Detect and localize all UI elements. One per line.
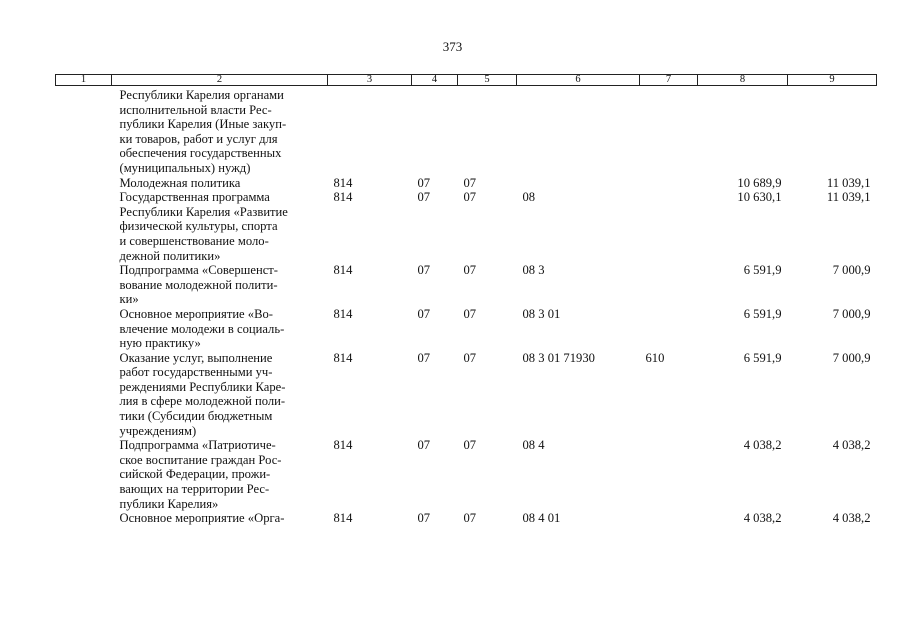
subsection-cell: 07 [463,438,477,453]
target-article-cell: 08 3 [522,263,545,278]
column-header: 8 [698,75,788,86]
admin-code-cell: 814 [333,350,353,365]
expense-type-cell [640,263,698,307]
section-cell: 07 [417,263,431,278]
item-name-cell: Государственная программа Республики Карелия «Развитие физической культуры, спорта и совершенствование моло- дежной политики» [119,190,288,263]
admin-code-cell: 814 [333,438,353,453]
subsection-cell: 07 [463,263,477,278]
amount-cell-col8: 6 591,9 [743,350,782,365]
amount-cell-col8: 4 038,2 [743,511,782,526]
amount-cell-col9: 4 038,2 [832,511,871,526]
table-row [56,511,877,526]
subsection-cell: 07 [463,306,477,321]
item-name-cell: Оказание услуг, выполнение работ государственными уч- реждениями Республики Каре- лия в сфере молодежной поли- тики (Субсидии бюджетным учреждениям) [119,350,286,438]
column-header: 1 [56,75,112,86]
column-header: 2 [112,75,328,86]
expense-type-cell: 610 [645,350,665,365]
empty-column-1-cell [56,351,112,439]
item-name-cell: Подпрограмма «Совершенст- вование молодежной полити- ки» [119,263,278,307]
expense-type-cell [640,190,698,263]
admin-code-cell: 814 [333,263,353,278]
target-article-cell [517,176,640,191]
section-cell: 07 [417,511,431,526]
amount-cell-col9: 7 000,9 [832,350,871,365]
table-row [56,190,877,263]
amount-cell-col8: 6 591,9 [743,263,782,278]
table-row [56,438,877,511]
empty-column-1-cell [56,307,112,351]
section-cell: 07 [417,350,431,365]
empty-column-1-cell [56,438,112,511]
table-row [56,263,877,307]
admin-code-cell: 814 [333,190,353,205]
column-header: 3 [328,75,412,86]
subsection-cell: 07 [463,350,477,365]
admin-code-cell: 814 [333,511,353,526]
amount-cell-col9: 7 000,9 [832,263,871,278]
expense-type-cell [640,176,698,191]
table-row [56,176,877,191]
admin-code-cell: 814 [333,175,353,190]
column-header: 5 [458,75,517,86]
amount-cell-col9: 11 039,1 [826,175,871,190]
amount-cell-col8: 10 689,9 [737,175,782,190]
amount-cell-col9: 4 038,2 [832,438,871,453]
expense-type-cell [640,86,698,176]
budget-table [55,74,877,526]
empty-column-1-cell [56,263,112,307]
expense-type-cell [640,307,698,351]
target-article-cell: 08 [522,190,536,205]
column-number-header-row [56,75,877,86]
target-article-cell: 08 3 01 71930 [522,350,595,365]
amount-cell-col8 [698,86,788,176]
section-cell: 07 [417,175,431,190]
table-body [56,86,877,526]
amount-cell-col8: 4 038,2 [743,438,782,453]
section-cell: 07 [417,306,431,321]
empty-column-1-cell [56,190,112,263]
table-row [56,86,877,176]
expense-type-cell [640,511,698,526]
target-article-cell: 08 4 01 [522,511,561,526]
column-header: 9 [788,75,877,86]
admin-code-cell [328,86,412,176]
amount-cell-col9: 11 039,1 [826,190,871,205]
amount-cell-col8: 6 591,9 [743,306,782,321]
table-row [56,351,877,439]
subsection-cell [458,86,517,176]
empty-column-1-cell [56,511,112,526]
column-header: 7 [640,75,698,86]
admin-code-cell: 814 [333,306,353,321]
item-name-cell: Основное мероприятие «Орга- [119,511,285,526]
column-header: 4 [412,75,458,86]
amount-cell-col8: 10 630,1 [737,190,782,205]
item-name-cell: Основное мероприятие «Во- влечение молодежи в социаль- ную практику» [119,306,285,351]
subsection-cell: 07 [463,190,477,205]
target-article-cell: 08 4 [522,438,545,453]
column-header: 6 [517,75,640,86]
amount-cell-col9 [788,86,877,176]
section-cell: 07 [417,190,431,205]
section-cell [412,86,458,176]
item-name-cell: Подпрограмма «Патриотиче- ское воспитание граждан Рос- сийской Федерации, прожи- вающих на территории Рес- публики Карелия» [119,438,282,511]
target-article-cell: 08 3 01 [522,306,561,321]
item-name-cell: Республики Карелия органами исполнительной власти Рес- публики Карелия (Иные закуп- ки товаров, работ и услуг для обеспечения государственных (муниципальных) нужд) [119,88,287,175]
table-row [56,307,877,351]
section-cell: 07 [417,438,431,453]
target-article-cell [517,86,640,176]
item-name-cell: Молодежная политика [119,175,241,190]
amount-cell-col9: 7 000,9 [832,306,871,321]
page-number: 373 [442,39,463,54]
empty-column-1-cell [56,86,112,176]
expense-type-cell [640,438,698,511]
empty-column-1-cell [56,176,112,191]
subsection-cell: 07 [463,175,477,190]
subsection-cell: 07 [463,511,477,526]
